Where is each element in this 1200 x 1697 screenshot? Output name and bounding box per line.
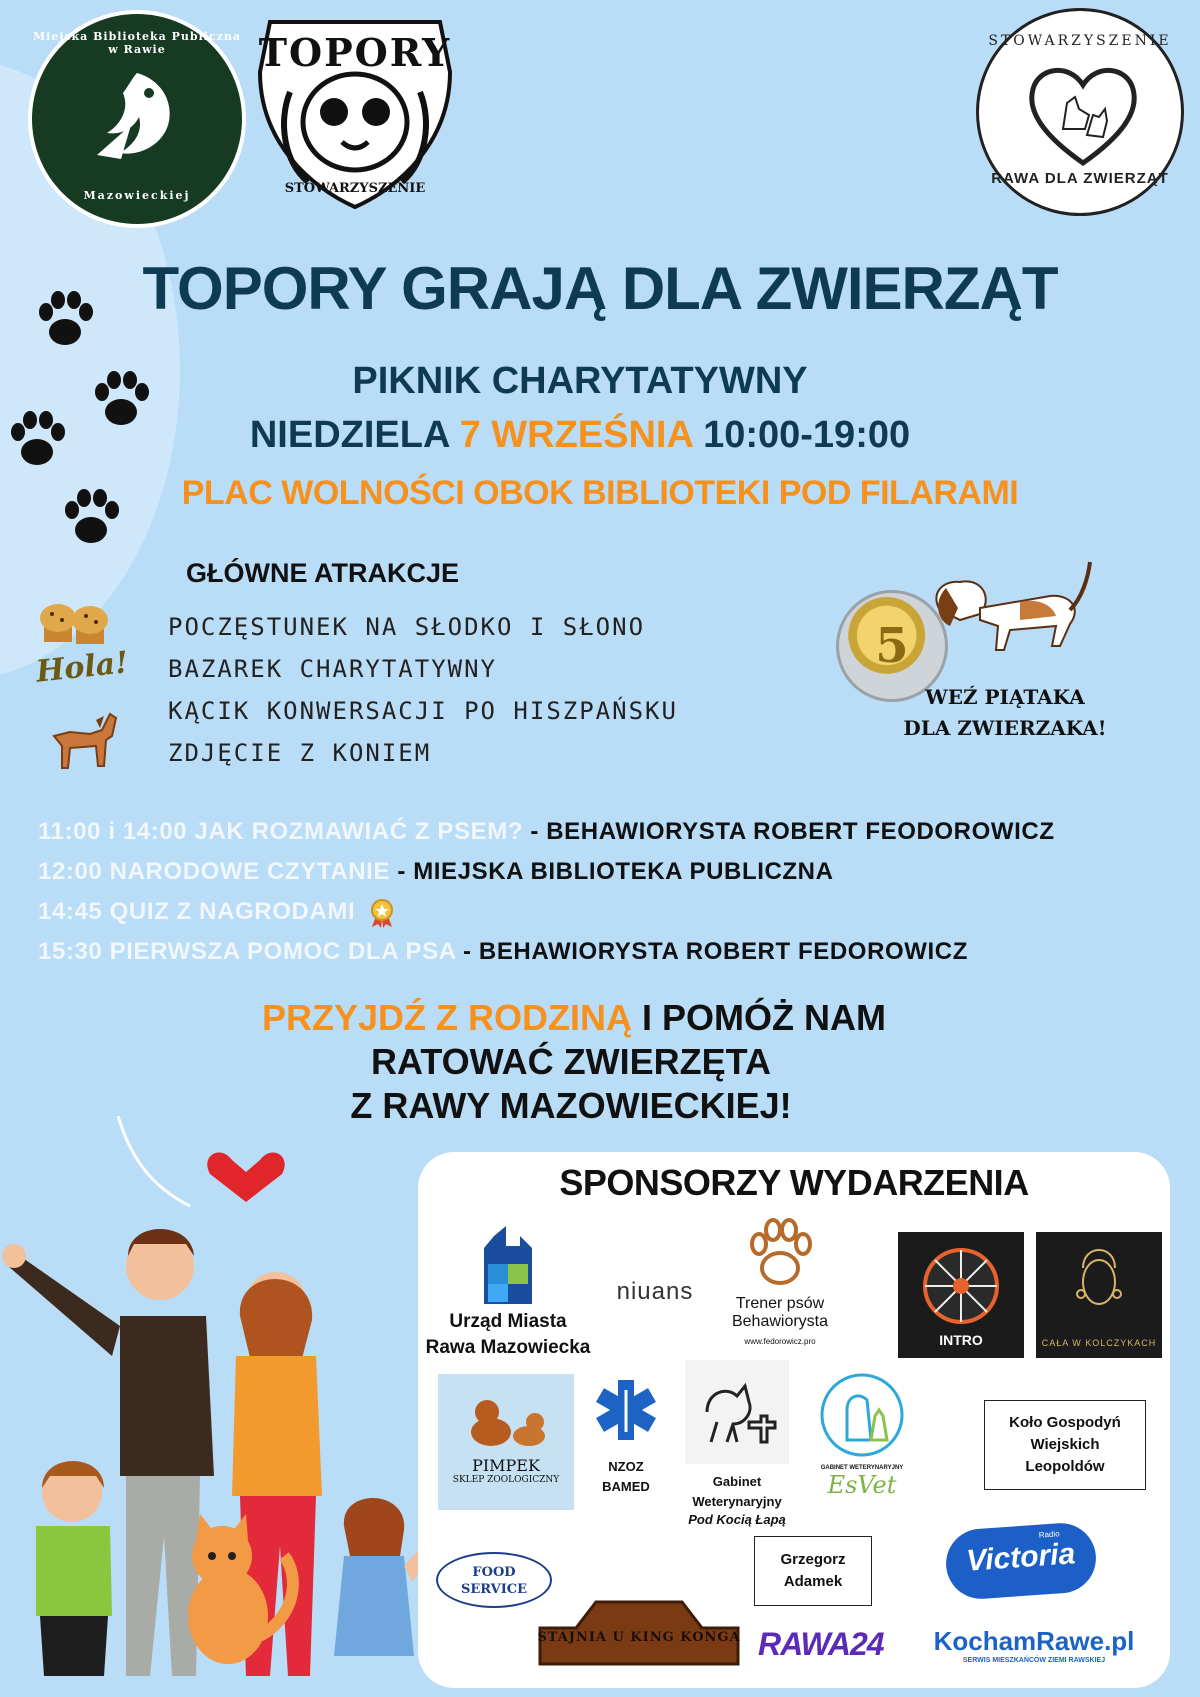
schedule bbox=[38, 812, 1055, 972]
muffin-icon bbox=[36, 590, 116, 650]
event-date: 7 WRZEŚNIA bbox=[459, 414, 693, 456]
event-day: NIEDZIELA bbox=[249, 414, 450, 456]
sponsor-esvet bbox=[812, 1370, 912, 1499]
cta-line2: RATOWAĆ ZWIERZĘTA bbox=[371, 1041, 771, 1082]
sponsor-pimpek-sub: SKLEP ZOOLOGICZNY bbox=[452, 1475, 560, 1485]
rawa-logo-bottom-text: RAWA DLA ZWIERZĄT bbox=[991, 170, 1169, 187]
coin-caption-line2: DLA ZWIERZAKA! bbox=[903, 716, 1107, 740]
schedule-title: 14:45 QUIZ Z NAGRODAMI bbox=[38, 898, 356, 925]
topory-logo bbox=[250, 12, 460, 212]
sponsor-trener bbox=[718, 1218, 842, 1346]
coin-caption-line1: WEŹ PIĄTAKA bbox=[925, 685, 1085, 709]
sponsor-intro-name: INTRO bbox=[939, 1332, 983, 1348]
schedule-host: - MIEJSKA BIBLIOTEKA PUBLICZNA bbox=[390, 858, 834, 885]
schedule-title: 11:00 i 14:00 JAK ROZMAWIAĆ Z PSEM? bbox=[38, 818, 524, 845]
sponsor-pimpek-name: PIMPEK bbox=[472, 1456, 540, 1475]
wooden-sign-icon bbox=[536, 1588, 742, 1668]
sponsor-rawa24: RAWA24 bbox=[758, 1626, 884, 1662]
sponsor-urzad bbox=[418, 1226, 598, 1361]
sponsor-trener-url: www.fedorowicz.pro bbox=[744, 1337, 816, 1346]
schedule-row bbox=[38, 812, 1055, 852]
bird-icon bbox=[77, 59, 197, 179]
medal-icon bbox=[367, 898, 397, 928]
sponsor-stajnia-name: STAJNIA U KING KONGA bbox=[537, 1630, 741, 1645]
dogs-icon bbox=[461, 1392, 551, 1452]
sponsor-kolo: Koło Gospodyń Wiejskich Leopoldów bbox=[984, 1400, 1146, 1490]
sponsor-stajnia bbox=[536, 1588, 742, 1668]
sponsors-panel bbox=[418, 1152, 1170, 1688]
paw-icon bbox=[745, 1218, 815, 1290]
star-of-life-icon bbox=[594, 1378, 658, 1442]
schedule-row bbox=[38, 892, 1055, 932]
cta-line3: Z RAWY MAZOWIECKIEJ! bbox=[350, 1085, 792, 1126]
attractions-heading: GŁÓWNE ATRAKCJE bbox=[186, 558, 459, 588]
puzzle-city-icon bbox=[480, 1226, 536, 1304]
cta-line1: I POMÓŻ NAM bbox=[632, 997, 886, 1038]
sponsor-nzoz bbox=[590, 1378, 662, 1497]
sponsor-victoria-name: Victoria bbox=[965, 1537, 1077, 1578]
attraction-item: BAZAREK CHARYTATYWNY bbox=[168, 655, 497, 683]
event-place: PLAC WOLNOŚCI OBOK BIBLIOTEKI POD FILARAMI bbox=[181, 474, 1019, 512]
event-type: PIKNIK CHARYTATYWNY bbox=[352, 360, 808, 402]
schedule-row bbox=[38, 852, 1055, 892]
attraction-item: POCZĘSTUNEK NA SŁODKO I SŁONO bbox=[168, 613, 646, 641]
page-title: TOPORY GRAJĄ DLA ZWIERZĄT bbox=[142, 255, 1058, 322]
event-date-line bbox=[0, 414, 1160, 457]
call-to-action bbox=[0, 996, 1200, 1128]
coin-caption bbox=[880, 682, 1130, 744]
dog-cat-cross-icon bbox=[697, 1372, 777, 1452]
sponsor-intro bbox=[898, 1232, 1024, 1358]
family-illustration bbox=[0, 1116, 460, 1697]
event-hours: 10:00-19:00 bbox=[703, 414, 911, 456]
schedule-row bbox=[38, 932, 1055, 972]
pizza-vinyl-icon bbox=[921, 1246, 1001, 1326]
heart-dog-cat-icon bbox=[1023, 59, 1143, 169]
sponsor-kocham-name: KochamRawe.pl bbox=[933, 1626, 1135, 1656]
schedule-title: 15:30 PIERWSZA POMOC DLA PSA bbox=[38, 938, 456, 965]
coin-icon: 5 bbox=[836, 590, 948, 702]
sponsor-victoria bbox=[944, 1521, 1099, 1601]
topory-logo-title: TOPORY bbox=[258, 30, 452, 75]
sponsor-victoria-small: Radio bbox=[1038, 1529, 1060, 1540]
schedule-title: 12:00 NARODOWE CZYTANIE bbox=[38, 858, 391, 885]
hola-label: Hola! bbox=[34, 645, 130, 690]
vet-dog-cat-icon bbox=[817, 1370, 907, 1460]
library-logo bbox=[28, 10, 246, 228]
sponsor-gabinet bbox=[674, 1360, 800, 1527]
sponsor-kocham bbox=[924, 1626, 1144, 1664]
library-logo-top-text: Miejska Biblioteka Publiczna w Rawie bbox=[32, 30, 241, 56]
sponsor-cala bbox=[1036, 1232, 1162, 1358]
sponsor-cala-name: CAŁA W KOLCZYKACH bbox=[1041, 1338, 1157, 1348]
sponsor-esvet-name: EsVet bbox=[827, 1471, 897, 1499]
schedule-host: - BEHAWIORYSTA ROBERT FEDOROWICZ bbox=[455, 938, 968, 965]
attractions-list bbox=[168, 606, 678, 774]
rawa-logo bbox=[976, 8, 1184, 216]
sponsor-nzoz-name: NZOZ BAMED bbox=[602, 1459, 650, 1494]
sponsor-niuans: niuans bbox=[616, 1278, 694, 1305]
sponsors-title: SPONSORZY WYDARZENIA bbox=[559, 1162, 1029, 1203]
topory-logo-subtitle: STOWARZYSZENIE bbox=[284, 181, 426, 196]
cta-highlight: PRZYJDŹ Z RODZINĄ bbox=[261, 997, 632, 1038]
sponsor-kocham-sub: SERWIS MIESZKAŃCÓW ZIEMI RAWSKIEJ bbox=[962, 1657, 1106, 1664]
sponsor-gabinet-sub: Pod Kocią Łapą bbox=[688, 1512, 786, 1527]
sponsor-trener-name: Trener psów Behawiorysta bbox=[731, 1295, 829, 1330]
horse-icon bbox=[40, 706, 120, 766]
sponsor-pimpek bbox=[438, 1374, 574, 1510]
attraction-item: KĄCIK KONWERSACJI PO HISZPAŃSKU bbox=[168, 697, 678, 725]
sponsor-esvet-top: GABINET WETERYNARYJNY bbox=[820, 1465, 904, 1471]
sponsor-food-service: FOOD SERVICE bbox=[436, 1552, 552, 1608]
sponsor-gabinet-name: Gabinet Weterynaryjny bbox=[692, 1474, 782, 1509]
library-logo-bottom-text: Mazowieckiej bbox=[83, 189, 191, 202]
dog-icon bbox=[920, 550, 1100, 670]
sponsor-urzad-name: Urząd Miasta Rawa Mazowiecka bbox=[425, 1311, 591, 1358]
sponsor-grzegorz: Grzegorz Adamek bbox=[754, 1536, 872, 1606]
attraction-item: ZDJĘCIE Z KONIEM bbox=[168, 739, 432, 767]
rawa-logo-top-text: STOWARZYSZENIE bbox=[988, 33, 1172, 49]
schedule-host: - BEHAWIORYSTA ROBERT FEODOROWICZ bbox=[523, 818, 1055, 845]
woman-face-icon bbox=[1069, 1238, 1129, 1318]
